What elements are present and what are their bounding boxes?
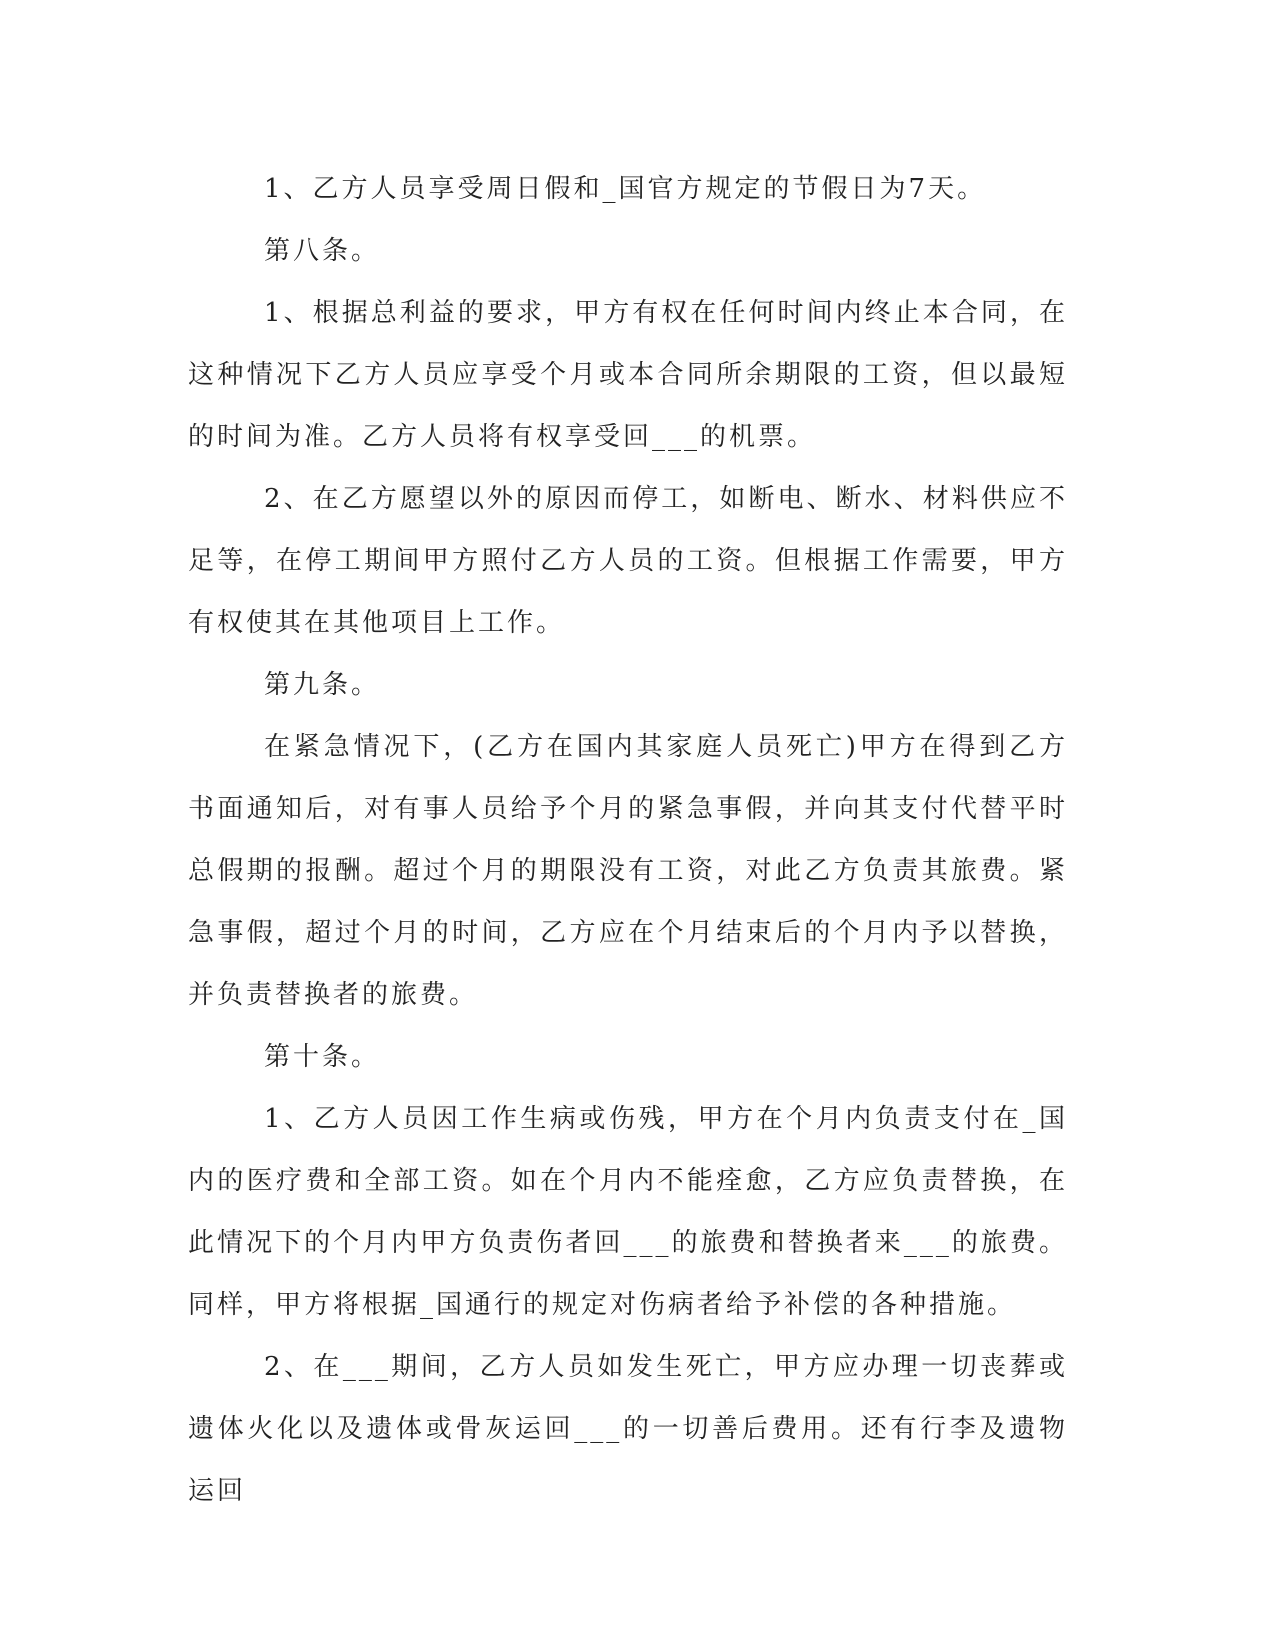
- paragraph-holidays: 1、乙方人员享受周日假和_国官方规定的节假日为7天。: [264, 174, 987, 204]
- paragraph-emergency-leave: 在紧急情况下，(乙方在国内其家庭人员死亡)甲方在得到乙方书面通知后，对有事人员给予个月的紧急事假，并向其支付代替平时总假期的报酬。超过个月的期限没有工资，对此乙方负责其旅费。紧急事假，超过个月的时间，乙方应在个月结束后的个月内予以替换，并负责替换者的旅费。: [188, 732, 1068, 1010]
- heading-article-9: 第九条。: [264, 670, 381, 700]
- paragraph-death: 2、在___期间，乙方人员如发生死亡，甲方应办理一切丧葬或遗体火化以及遗体或骨灰运回___的一切善后费用。还有行李及遗物运回: [188, 1352, 1068, 1506]
- document-body: [188, 158, 1068, 1522]
- paragraph-termination: 1、根据总利益的要求，甲方有权在任何时间内终止本合同，在这种情况下乙方人员应享受个月或本合同所余期限的工资，但以最短的时间为准。乙方人员将有权享受回___的机票。: [188, 298, 1068, 452]
- heading-article-10: 第十条。: [264, 1042, 381, 1072]
- paragraph-work-stoppage: 2、在乙方愿望以外的原因而停工，如断电、断水、材料供应不足等，在停工期间甲方照付乙方人员的工资。但根据工作需要，甲方有权使其在其他项目上工作。: [188, 484, 1068, 638]
- heading-article-8: 第八条。: [264, 236, 381, 266]
- paragraph-illness-injury: 1、乙方人员因工作生病或伤残，甲方在个月内负责支付在_国内的医疗费和全部工资。如在个月内不能痊愈，乙方应负责替换，在此情况下的个月内甲方负责伤者回___的旅费和替换者来___的旅费。同样，甲方将根据_国通行的规定对伤病者给予补偿的各种措施。: [188, 1104, 1068, 1320]
